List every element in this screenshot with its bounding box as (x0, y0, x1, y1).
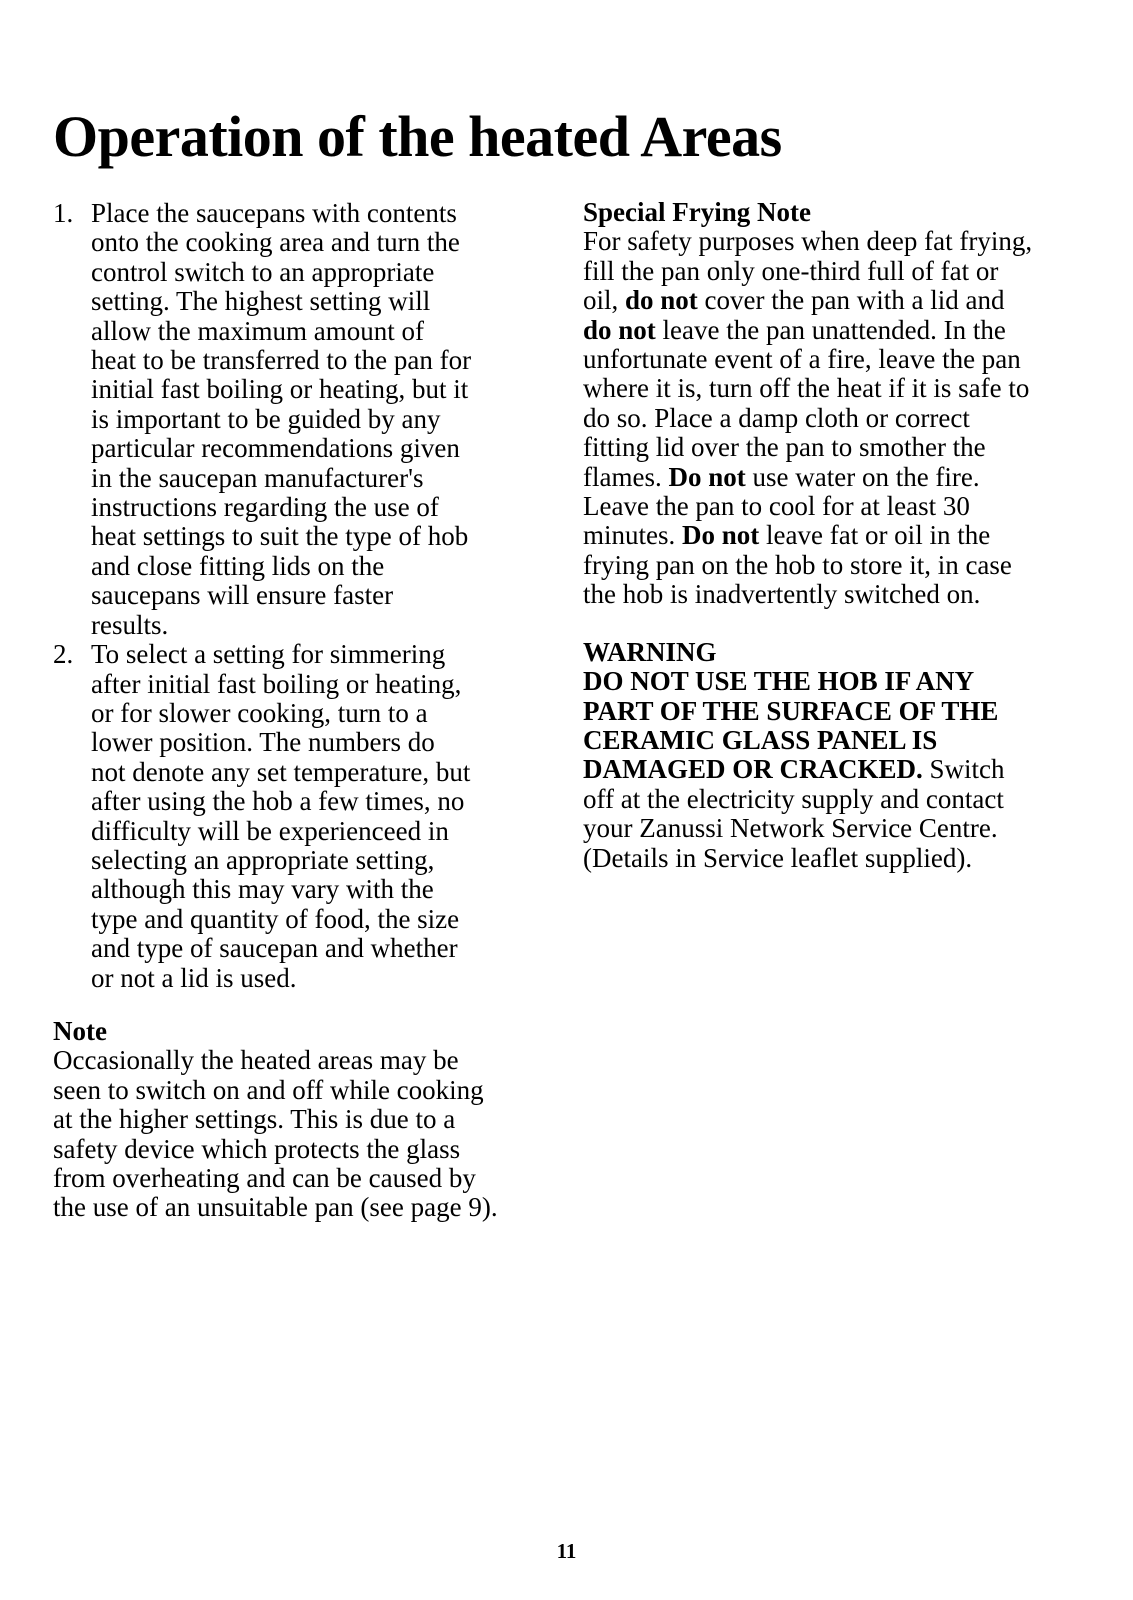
frying-note-line: frying pan on the hob to store it, in case (583, 549, 1012, 580)
note-line: from overheating and can be caused by (53, 1163, 476, 1194)
page-number: 11 (556, 1539, 577, 1563)
frying-note-line (583, 286, 1103, 315)
frying-emphasis: Do not (668, 461, 746, 492)
frying-text: flames. (583, 461, 669, 492)
frying-note-line: unfortunate event of a fire, leave the pan (583, 344, 1021, 375)
step-1-line: Place the saucepans with contents (91, 198, 457, 228)
frying-text: leave fat or oil in the (759, 520, 991, 551)
step-2-line: lower position. The numbers do (91, 727, 435, 758)
note-line: at the higher settings. This is due to a (53, 1104, 456, 1135)
warning-line: off at the electricity supply and contact (583, 783, 1004, 814)
step-1-line: in the saucepan manufacturer's (91, 462, 424, 493)
step-1-line: initial fast boiling or heating, but it (91, 374, 469, 405)
frying-note-line: do so. Place a damp cloth or correct (583, 402, 970, 433)
step-2-line: after using the hob a few times, no (91, 786, 465, 817)
warning-line: DO NOT USE THE HOB IF ANY (583, 666, 975, 697)
frying-emphasis: do not (583, 314, 656, 345)
step-2-line: difficulty will be experienceed in (91, 815, 449, 846)
note-line: the use of an unsuitable pan (see page 9). (53, 1192, 498, 1223)
step-2-line: after initial fast boiling or heating, (91, 668, 462, 699)
frying-text: minutes. (583, 520, 682, 551)
step-1-line: heat settings to suit the type of hob (91, 521, 469, 552)
step-1-line: instructions regarding the use of (91, 492, 439, 523)
warning-line (583, 755, 1103, 784)
step-2-line: or for slower cooking, turn to a (91, 697, 428, 728)
warning-line: your Zanussi Network Service Centre. (583, 813, 998, 844)
step-1-line: allow the maximum amount of (91, 315, 424, 346)
frying-emphasis: Do not (682, 520, 760, 551)
frying-text: leave the pan unattended. In the (655, 314, 1006, 345)
step-1-line: onto the cooking area and turn the (91, 227, 460, 258)
frying-note-line (583, 521, 1103, 550)
step-number: 2. (53, 639, 74, 670)
warning-emphasis: DAMAGED OR CRACKED. (583, 754, 923, 785)
step-1-line: saucepans will ensure faster (91, 580, 394, 611)
step-1-line: control switch to an appropriate (91, 256, 435, 287)
frying-text: oil, (583, 285, 626, 316)
warning-line: (Details in Service leaflet supplied). (583, 842, 973, 873)
left-column (53, 199, 573, 993)
step-2-line: To select a setting for simmering (91, 639, 446, 670)
warning-line: CERAMIC GLASS PANEL IS (583, 724, 938, 755)
warning-line: PART OF THE SURFACE OF THE (583, 695, 999, 726)
frying-note-line: fitting lid over the pan to smother the (583, 432, 986, 463)
step-2 (53, 640, 573, 993)
note-line: safety device which protects the glass (53, 1133, 461, 1164)
warning-heading: WARNING (583, 636, 717, 667)
note-line: Occasionally the heated areas may be (53, 1045, 459, 1076)
frying-text: cover the pan with a lid and (697, 285, 1005, 316)
note-heading: Note (53, 1016, 107, 1046)
frying-note-line: For safety purposes when deep fat frying, (583, 226, 1033, 257)
frying-note-line (583, 316, 1103, 345)
frying-note-line: where it is, turn off the heat if it is safe to (583, 373, 1030, 404)
frying-note-line (583, 463, 1103, 492)
step-2-line: type and quantity of food, the size (91, 903, 460, 934)
step-1-line: results. (91, 609, 169, 640)
note-section (53, 1017, 573, 1223)
step-1-line: setting. The highest setting will (91, 286, 431, 317)
step-number: 1. (53, 198, 74, 228)
frying-emphasis: do not (625, 285, 698, 316)
right-column (583, 198, 1103, 873)
frying-note-line: fill the pan only one-third full of fat or (583, 255, 999, 286)
step-1 (53, 199, 573, 640)
frying-note-line: Leave the pan to cool for at least 30 (583, 491, 970, 522)
note-line: seen to switch on and off while cooking (53, 1074, 484, 1105)
frying-note-section (583, 198, 1103, 610)
step-2-line: although this may vary with the (91, 874, 434, 905)
step-2-line: selecting an appropriate setting, (91, 844, 435, 875)
warning-text: Switch (922, 754, 1005, 785)
step-2-line: not denote any set temperature, but (91, 756, 471, 787)
step-1-line: is important to be guided by any (91, 403, 441, 434)
page-title: Operation of the heated Areas (53, 104, 782, 169)
warning-section (583, 638, 1103, 873)
step-1-line: heat to be transferred to the pan for (91, 345, 472, 376)
step-1-line: particular recommendations given (91, 433, 460, 464)
frying-text: use water on the fire. (745, 461, 980, 492)
frying-note-heading: Special Frying Note (583, 197, 811, 227)
step-1-line: and close fitting lids on the (91, 550, 385, 581)
step-2-line: and type of saucepan and whether (91, 933, 458, 964)
frying-note-line: the hob is inadvertently switched on. (583, 579, 981, 610)
step-2-line: or not a lid is used. (91, 962, 297, 993)
